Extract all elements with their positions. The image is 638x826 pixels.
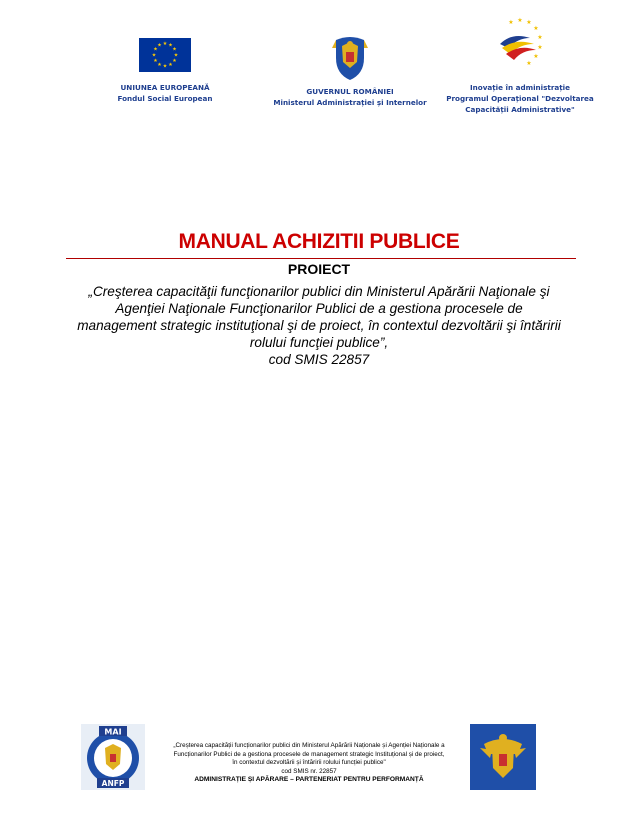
svg-text:★: ★ <box>162 63 168 70</box>
project-description <box>40 283 598 368</box>
mai-label: MAI <box>104 727 122 737</box>
svg-text:★: ★ <box>153 46 158 53</box>
mai-anfp-logo <box>81 724 145 790</box>
romania-coat-of-arms-icon <box>330 34 370 82</box>
svg-text:★: ★ <box>537 44 543 51</box>
inov-caption-line3: Capacității Administrative" <box>465 105 575 114</box>
page-footer <box>0 720 638 800</box>
footer-line-1: „Creșterea capacității funcționarilor publici din Ministerul Apărării Naționale și Agenției Naționale a <box>173 742 445 749</box>
mai-anfp-emblem-icon <box>81 724 145 790</box>
inovatie-logo-icon <box>490 14 550 76</box>
svg-text:★: ★ <box>162 41 168 47</box>
eu-logo-block <box>95 38 235 104</box>
footer-line-4: cod SMIS nr. 22857 <box>281 767 337 775</box>
project-line-5: cod SMIS 22857 <box>268 352 370 367</box>
title-divider <box>66 258 576 259</box>
project-line-4: rolului funcţiei publice”, <box>249 335 389 350</box>
svg-text:★: ★ <box>168 62 173 68</box>
svg-text:★: ★ <box>517 17 523 24</box>
svg-text:★: ★ <box>526 60 532 67</box>
anfp-label: ANFP <box>101 779 125 788</box>
footer-motto: ADMINISTRAȚIE ȘI APĂRARE – PARTENERIAT PENTRU PERFORMANȚĂ <box>194 776 424 784</box>
project-label: PROIECT <box>287 261 351 277</box>
svg-text:★: ★ <box>172 46 177 53</box>
svg-text:★: ★ <box>172 58 177 64</box>
gov-logo-block <box>270 34 430 108</box>
project-line-3: management strategic instituţional şi de proiect, în contextul dezvoltării şi întăririi <box>77 318 561 333</box>
svg-text:★: ★ <box>153 58 158 64</box>
gov-caption-line1: GUVERNUL ROMÂNIEI <box>306 87 394 96</box>
mapn-logo <box>470 724 536 790</box>
svg-text:★: ★ <box>173 52 179 59</box>
footer-text <box>150 742 468 785</box>
svg-text:★: ★ <box>533 53 539 60</box>
footer-line-2: Funcționarilor Publici de a gestiona procesele de management strategic Instituțional și de proiect, <box>173 750 445 758</box>
svg-text:★: ★ <box>533 25 539 32</box>
svg-text:★: ★ <box>157 62 162 68</box>
project-line-1: „Creşterea capacităţii funcţionarilor publici din Ministerul Apărării Naţionale şi <box>88 284 550 299</box>
gov-caption-line2: Ministerul Administrației și Internelor <box>273 98 427 107</box>
footer-line-3: în contextul dezvoltării și întăririi rolului funcției publice" <box>232 759 386 767</box>
project-line-2: Agenţiei Naţionale Funcţionarilor Publici de a gestiona procesele de <box>115 301 523 316</box>
svg-text:★: ★ <box>157 42 162 49</box>
inovatie-logo-block <box>445 14 595 115</box>
svg-text:★: ★ <box>151 52 157 59</box>
inov-caption-line2: Programul Operațional "Dezvoltarea <box>446 94 594 103</box>
mapn-emblem-icon <box>470 724 536 790</box>
svg-text:★: ★ <box>508 19 514 26</box>
eu-caption-line1: UNIUNEA EUROPEANĂ <box>120 83 210 92</box>
inov-caption-line1: Inovație în administrație <box>469 83 571 92</box>
svg-text:★: ★ <box>526 19 532 26</box>
svg-text:★: ★ <box>168 42 173 49</box>
eu-caption-line2: Fondul Social European <box>117 94 213 103</box>
eu-flag-icon <box>139 38 191 72</box>
document-title: MANUAL ACHIZITII PUBLICE <box>178 230 460 253</box>
svg-text:★: ★ <box>537 34 543 41</box>
